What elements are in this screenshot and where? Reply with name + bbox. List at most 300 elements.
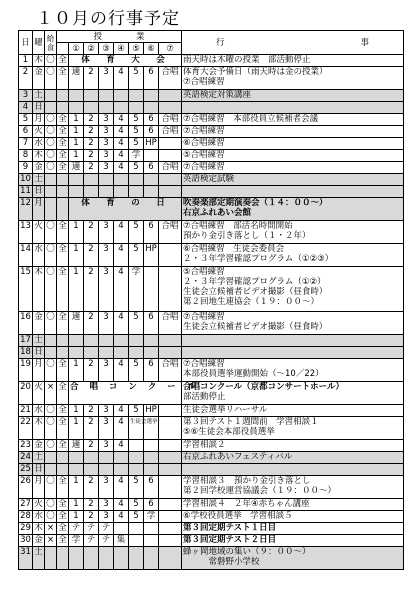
period-cell: 4 bbox=[114, 126, 129, 138]
event-line: ⑦合唱練習 bbox=[183, 359, 225, 369]
period-cell bbox=[99, 90, 114, 102]
period-cell bbox=[69, 347, 84, 359]
event-line: 第２回地生連協会（１９：００～） bbox=[183, 297, 320, 307]
grade-cell: 全 bbox=[58, 138, 67, 148]
period-cell bbox=[159, 174, 182, 186]
lunch-cell: 〇 bbox=[45, 244, 57, 267]
period-cell: 4 bbox=[114, 359, 129, 382]
period-cell: 3 bbox=[99, 405, 114, 417]
period-cell: 3 bbox=[99, 114, 114, 126]
event-line: 体育大会予備日（雨天時は金の授業） bbox=[183, 67, 328, 77]
period-cell: 3 bbox=[99, 150, 114, 162]
period-cell bbox=[114, 335, 129, 347]
period-cell: 2 bbox=[84, 476, 99, 499]
period-cell bbox=[159, 499, 182, 511]
event-line: 預かり金引き落とし（１・２年） bbox=[183, 231, 311, 241]
table-row bbox=[19, 162, 404, 174]
grade-cell bbox=[57, 198, 69, 221]
period-cell: 4 bbox=[114, 221, 129, 244]
period-cell: 4 bbox=[114, 476, 129, 499]
period-cell: 3 bbox=[99, 499, 114, 511]
events-cell bbox=[182, 102, 404, 114]
period-cell: テ bbox=[84, 523, 99, 535]
table-row bbox=[19, 547, 404, 570]
day-cell: 4 bbox=[19, 102, 33, 114]
period-cell: 1 bbox=[69, 244, 84, 267]
events-cell bbox=[182, 162, 404, 174]
table-row bbox=[19, 499, 404, 511]
lunch-cell: × bbox=[45, 382, 57, 405]
weekday-cell: 金 bbox=[34, 162, 43, 172]
period-cell: 学 bbox=[144, 511, 159, 523]
period-cell: 3 bbox=[99, 126, 114, 138]
table-row bbox=[19, 347, 404, 359]
period-cell: テ bbox=[99, 535, 114, 547]
period-cell bbox=[144, 547, 159, 570]
weekday-cell: 火 bbox=[33, 382, 45, 405]
events-cell bbox=[182, 267, 404, 312]
weekday-cell: 金 bbox=[33, 67, 45, 90]
lunch-cell: 〇 bbox=[45, 417, 57, 440]
header-period-4: ④ bbox=[114, 43, 129, 55]
event-line: ⑥合唱練習 bbox=[183, 138, 225, 148]
weekday-cell: 水 bbox=[34, 405, 43, 415]
day-cell: 12 bbox=[19, 198, 33, 221]
period-cell bbox=[144, 440, 159, 452]
header-lunch: 給食 bbox=[45, 31, 57, 55]
period-cell: 2 bbox=[84, 244, 99, 267]
table-row bbox=[19, 335, 404, 347]
period-cell: 4 bbox=[114, 150, 129, 162]
table-row bbox=[19, 67, 404, 90]
events-cell bbox=[182, 359, 404, 382]
event-line: 第３回テスト１週間前 学習相談１ bbox=[183, 417, 319, 427]
period-cell bbox=[99, 464, 114, 476]
period-cell: 5 bbox=[129, 312, 144, 335]
period-cell: 4 bbox=[114, 511, 129, 523]
period-cell: 6 bbox=[144, 476, 159, 499]
period-cell bbox=[129, 535, 144, 547]
period-cell bbox=[69, 335, 84, 347]
day-cell: 6 bbox=[19, 126, 33, 138]
lunch-cell: 〇 bbox=[45, 476, 57, 499]
weekday-cell: 木 bbox=[34, 150, 43, 160]
period-cell bbox=[69, 90, 84, 102]
table-row bbox=[19, 174, 404, 186]
events-cell bbox=[182, 114, 404, 126]
period-cell: 3 bbox=[99, 244, 114, 267]
period-cell: 学 bbox=[129, 267, 144, 312]
events-cell bbox=[182, 150, 404, 162]
period-cell bbox=[84, 90, 99, 102]
period-cell: 3 bbox=[99, 138, 114, 150]
event-line: 雨天時は木曜の授業 部活動停止 bbox=[183, 55, 311, 65]
grade-cell: 全 bbox=[58, 523, 67, 533]
day-cell: 11 bbox=[20, 186, 31, 196]
period-cell bbox=[144, 464, 159, 476]
table-row bbox=[19, 382, 404, 405]
table-row bbox=[19, 186, 404, 198]
period-cell bbox=[129, 186, 144, 198]
grade-cell bbox=[57, 347, 69, 359]
table-row bbox=[19, 359, 404, 382]
lunch-cell: 〇 bbox=[45, 67, 57, 90]
period-cell bbox=[129, 347, 144, 359]
period-cell bbox=[144, 90, 159, 102]
table-row bbox=[19, 440, 404, 452]
event-line: ⑥合唱練習 生徒会委員会 bbox=[183, 244, 285, 254]
period-cell bbox=[129, 174, 144, 186]
period-cell bbox=[159, 90, 182, 102]
period-cell: 適 bbox=[69, 312, 84, 335]
lunch-cell bbox=[45, 335, 57, 347]
day-cell: 25 bbox=[20, 464, 31, 474]
event-line: 第３回定期テスト１日目 bbox=[183, 523, 277, 533]
header-period-1: ① bbox=[69, 43, 84, 55]
lunch-cell bbox=[45, 174, 57, 186]
period-cell: 2 bbox=[84, 114, 99, 126]
table-row bbox=[19, 476, 404, 499]
day-cell: 8 bbox=[19, 150, 33, 162]
day-cell: 23 bbox=[20, 440, 31, 450]
event-line: 常磐野小学校 bbox=[183, 557, 260, 567]
period-cell bbox=[114, 102, 129, 114]
period-cell: 3 bbox=[99, 162, 114, 174]
events-cell bbox=[182, 476, 404, 499]
grade-cell: 全 bbox=[57, 359, 69, 382]
period-cell bbox=[159, 267, 182, 312]
period-cell: 2 bbox=[84, 221, 99, 244]
period-cell bbox=[114, 174, 129, 186]
period-cell: 2 bbox=[84, 417, 99, 440]
period-cell: 5 bbox=[129, 67, 144, 90]
lunch-cell: 〇 bbox=[46, 511, 55, 521]
period-cell bbox=[159, 476, 182, 499]
header-period-7: ⑦ bbox=[159, 43, 182, 55]
period-cell: 6 bbox=[144, 67, 159, 90]
grade-cell: 全 bbox=[57, 221, 69, 244]
period-cell bbox=[144, 102, 159, 114]
period-cell: 合唱 bbox=[159, 221, 182, 244]
period-cell bbox=[159, 405, 182, 417]
period-cell bbox=[159, 535, 182, 547]
events-cell bbox=[182, 499, 404, 511]
events-cell bbox=[182, 244, 404, 267]
lunch-cell: 〇 bbox=[46, 55, 55, 65]
lunch-cell: 〇 bbox=[46, 440, 55, 450]
grade-cell bbox=[57, 102, 69, 114]
events-cell bbox=[182, 382, 404, 405]
events-cell bbox=[182, 440, 404, 452]
period-cell: 1 bbox=[69, 405, 84, 417]
period-cell: 4 bbox=[114, 138, 129, 150]
table-row bbox=[19, 150, 404, 162]
page-title: １０月の行事予定 bbox=[36, 9, 180, 29]
weekday-cell: 水 bbox=[34, 511, 43, 521]
table-row bbox=[19, 523, 404, 535]
header-day: 日 bbox=[19, 31, 33, 55]
day-cell: 7 bbox=[19, 138, 33, 150]
period-cell bbox=[114, 523, 129, 535]
period-cell bbox=[144, 335, 159, 347]
period-cell: 1 bbox=[69, 417, 84, 440]
period-cell: 2 bbox=[84, 267, 99, 312]
period-cell: 適 bbox=[69, 162, 84, 174]
period-cell: 学 bbox=[129, 150, 144, 162]
period-cell bbox=[99, 347, 114, 359]
event-line: 学習相談４ ２年④赤ちゃん講座 bbox=[183, 499, 310, 509]
class-span-cell: 体 育 大 会 bbox=[69, 55, 182, 67]
lunch-cell: 〇 bbox=[45, 267, 57, 312]
period-cell bbox=[99, 452, 114, 464]
period-cell bbox=[144, 186, 159, 198]
period-cell: 1 bbox=[69, 114, 84, 126]
grade-cell: 全 bbox=[57, 382, 69, 405]
period-cell: テ bbox=[69, 523, 84, 535]
events-cell bbox=[182, 347, 404, 359]
day-cell: 5 bbox=[19, 114, 33, 126]
period-cell: 3 bbox=[99, 67, 114, 90]
table-row bbox=[19, 126, 404, 138]
period-cell: 5 bbox=[129, 359, 144, 382]
period-cell bbox=[144, 174, 159, 186]
header-classes: 授 業 bbox=[57, 31, 182, 43]
events-cell bbox=[182, 90, 404, 102]
period-cell: 4 bbox=[114, 312, 129, 335]
day-cell: 24 bbox=[20, 452, 31, 462]
grade-cell: 全 bbox=[57, 417, 69, 440]
period-cell: 合唱 bbox=[159, 126, 182, 138]
events-cell bbox=[182, 335, 404, 347]
event-line: 英語検定対策講座 bbox=[183, 90, 252, 100]
period-cell bbox=[84, 102, 99, 114]
event-line: 蜂ヶ岡地域の集い（９：００～） bbox=[183, 547, 311, 557]
period-cell: 2 bbox=[84, 138, 99, 150]
events-cell bbox=[182, 221, 404, 244]
period-cell bbox=[159, 186, 182, 198]
events-cell bbox=[182, 405, 404, 417]
weekday-cell: 日 bbox=[34, 347, 43, 357]
event-line: ⑦合唱練習 bbox=[183, 77, 225, 87]
period-cell: 5 bbox=[129, 405, 144, 417]
events-cell bbox=[182, 417, 404, 440]
period-cell bbox=[99, 102, 114, 114]
period-cell: 3 bbox=[99, 476, 114, 499]
period-cell bbox=[84, 174, 99, 186]
period-cell bbox=[69, 186, 84, 198]
period-cell: 4 bbox=[114, 499, 129, 511]
period-cell bbox=[159, 452, 182, 464]
period-cell: 6 bbox=[144, 221, 159, 244]
day-cell: 15 bbox=[19, 267, 33, 312]
event-line: ⑥学校役員選挙 学習相談５ bbox=[183, 511, 293, 521]
table-row bbox=[19, 114, 404, 126]
event-line: ⑤合唱練習 bbox=[183, 150, 225, 160]
period-cell: 1 bbox=[69, 499, 84, 511]
period-cell: 5 bbox=[129, 511, 144, 523]
period-cell: 2 bbox=[84, 150, 99, 162]
period-cell bbox=[144, 535, 159, 547]
day-cell: 13 bbox=[19, 221, 33, 244]
event-line: 生徒会立候補者ビデオ撮影（昼食時） bbox=[183, 322, 328, 332]
period-cell: HP bbox=[145, 405, 157, 415]
table-row bbox=[19, 312, 404, 335]
lunch-cell: 〇 bbox=[45, 359, 57, 382]
period-cell: HP bbox=[144, 244, 159, 267]
period-cell: 5 bbox=[129, 476, 144, 499]
table-row bbox=[19, 452, 404, 464]
period-cell bbox=[84, 335, 99, 347]
weekday-cell: 日 bbox=[34, 186, 43, 196]
weekday-cell: 木 bbox=[34, 55, 43, 65]
period-cell: 6 bbox=[144, 126, 159, 138]
period-cell: 5 bbox=[129, 126, 144, 138]
period-cell: 5 bbox=[129, 114, 144, 126]
event-line: ２・３年学習確認プログラム（①②③） bbox=[183, 254, 334, 264]
events-cell bbox=[182, 174, 404, 186]
table-row bbox=[19, 221, 404, 244]
day-cell: 9 bbox=[19, 162, 33, 174]
period-cell: 5 bbox=[129, 221, 144, 244]
event-line: ２・３年学習確認プログラム（①②） bbox=[183, 277, 326, 287]
period-cell: 1 bbox=[69, 476, 84, 499]
header-period-5: ⑤ bbox=[129, 43, 144, 55]
weekday-cell: 土 bbox=[34, 335, 43, 345]
period-cell: 生徒会選挙 bbox=[129, 417, 144, 440]
period-cell: 合唱 bbox=[159, 312, 182, 335]
event-line: ⑤合唱練習 bbox=[183, 267, 225, 277]
header-period-2: ② bbox=[84, 43, 99, 55]
period-cell: 合唱 bbox=[159, 162, 182, 174]
weekday-cell: 土 bbox=[33, 547, 45, 570]
table-row bbox=[19, 511, 404, 523]
lunch-cell: 〇 bbox=[46, 114, 55, 124]
grade-cell: 全 bbox=[58, 150, 67, 160]
weekday-cell: 日 bbox=[34, 102, 43, 112]
events-cell bbox=[182, 67, 404, 90]
period-cell: 3 bbox=[99, 221, 114, 244]
period-cell: 2 bbox=[84, 67, 99, 90]
period-cell bbox=[129, 335, 144, 347]
table-row bbox=[19, 244, 404, 267]
period-cell bbox=[159, 440, 182, 452]
period-cell: 4 bbox=[114, 267, 129, 312]
event-line: 本部役員選挙運動開始（～10／22） bbox=[183, 369, 324, 379]
period-cell: 3 bbox=[99, 359, 114, 382]
event-line: 学習相談２ bbox=[183, 440, 226, 450]
period-cell: 4 bbox=[114, 405, 129, 417]
lunch-cell bbox=[45, 547, 57, 570]
period-cell bbox=[144, 347, 159, 359]
table-row bbox=[19, 90, 404, 102]
period-cell bbox=[84, 464, 99, 476]
header-events: 行 事 bbox=[182, 31, 404, 55]
day-cell: 1 bbox=[19, 55, 33, 67]
period-cell: 6 bbox=[144, 359, 159, 382]
weekday-cell: 月 bbox=[33, 198, 45, 221]
period-cell: 4 bbox=[114, 114, 129, 126]
period-cell: 4 bbox=[114, 67, 129, 90]
event-line: ⑦合唱練習 部活名時間開始 bbox=[183, 221, 293, 231]
period-cell bbox=[99, 186, 114, 198]
period-cell bbox=[159, 417, 182, 440]
period-cell bbox=[114, 347, 129, 359]
grade-cell bbox=[57, 335, 69, 347]
period-cell bbox=[114, 186, 129, 198]
lunch-cell bbox=[45, 452, 57, 464]
period-cell: 2 bbox=[84, 499, 99, 511]
grade-cell: 全 bbox=[58, 55, 67, 65]
events-cell bbox=[182, 138, 404, 150]
period-cell bbox=[129, 440, 144, 452]
lunch-cell: 〇 bbox=[46, 162, 55, 172]
period-cell bbox=[159, 138, 182, 150]
period-cell bbox=[159, 547, 182, 570]
grade-cell: 全 bbox=[58, 511, 67, 521]
event-line: ⑦合唱練習 bbox=[183, 126, 225, 136]
period-cell bbox=[84, 186, 99, 198]
period-cell: 合唱 bbox=[159, 359, 182, 382]
period-cell: 1 bbox=[69, 221, 84, 244]
grade-cell: 全 bbox=[58, 162, 67, 172]
period-cell: 2 bbox=[84, 126, 99, 138]
period-cell bbox=[69, 547, 84, 570]
period-cell: 4 bbox=[114, 162, 129, 174]
lunch-cell: 〇 bbox=[46, 126, 55, 136]
header-weekday: 曜 bbox=[33, 31, 45, 55]
period-cell bbox=[159, 511, 182, 523]
period-cell bbox=[159, 347, 182, 359]
day-cell: 28 bbox=[20, 511, 31, 521]
period-cell bbox=[144, 150, 159, 162]
day-cell: 22 bbox=[19, 417, 33, 440]
weekday-cell: 土 bbox=[34, 174, 43, 184]
period-cell bbox=[129, 547, 144, 570]
header-row bbox=[19, 31, 404, 43]
table-row bbox=[19, 102, 404, 114]
period-cell: 3 bbox=[99, 511, 114, 523]
period-cell: 適 bbox=[69, 440, 84, 452]
period-cell bbox=[114, 90, 129, 102]
period-cell bbox=[99, 547, 114, 570]
lunch-cell bbox=[45, 102, 57, 114]
weekday-cell: 金 bbox=[34, 535, 43, 545]
period-cell bbox=[144, 267, 159, 312]
events-cell bbox=[182, 55, 404, 67]
period-cell bbox=[69, 452, 84, 464]
lunch-cell bbox=[45, 186, 57, 198]
grade-cell bbox=[57, 452, 69, 464]
period-cell: テ bbox=[99, 523, 114, 535]
event-line: 生徒会立候補者ビデオ撮影（昼食時） bbox=[183, 287, 328, 297]
day-cell: 19 bbox=[19, 359, 33, 382]
grade-cell bbox=[57, 90, 69, 102]
grade-cell bbox=[57, 174, 69, 186]
weekday-cell: 木 bbox=[33, 267, 45, 312]
period-cell bbox=[69, 102, 84, 114]
weekday-cell: 火 bbox=[34, 126, 43, 136]
period-cell: 合唱 bbox=[159, 114, 182, 126]
class-span-cell: 体 育 の 日 bbox=[69, 198, 182, 221]
table-row bbox=[19, 417, 404, 440]
event-line: 第３回定期テスト２日目 bbox=[183, 535, 277, 545]
period-cell: 1 bbox=[69, 150, 84, 162]
period-cell: 5 bbox=[129, 244, 144, 267]
day-cell: 20 bbox=[19, 382, 33, 405]
weekday-cell: 火 bbox=[33, 221, 45, 244]
grade-cell: 全 bbox=[57, 476, 69, 499]
events-cell bbox=[182, 198, 404, 221]
